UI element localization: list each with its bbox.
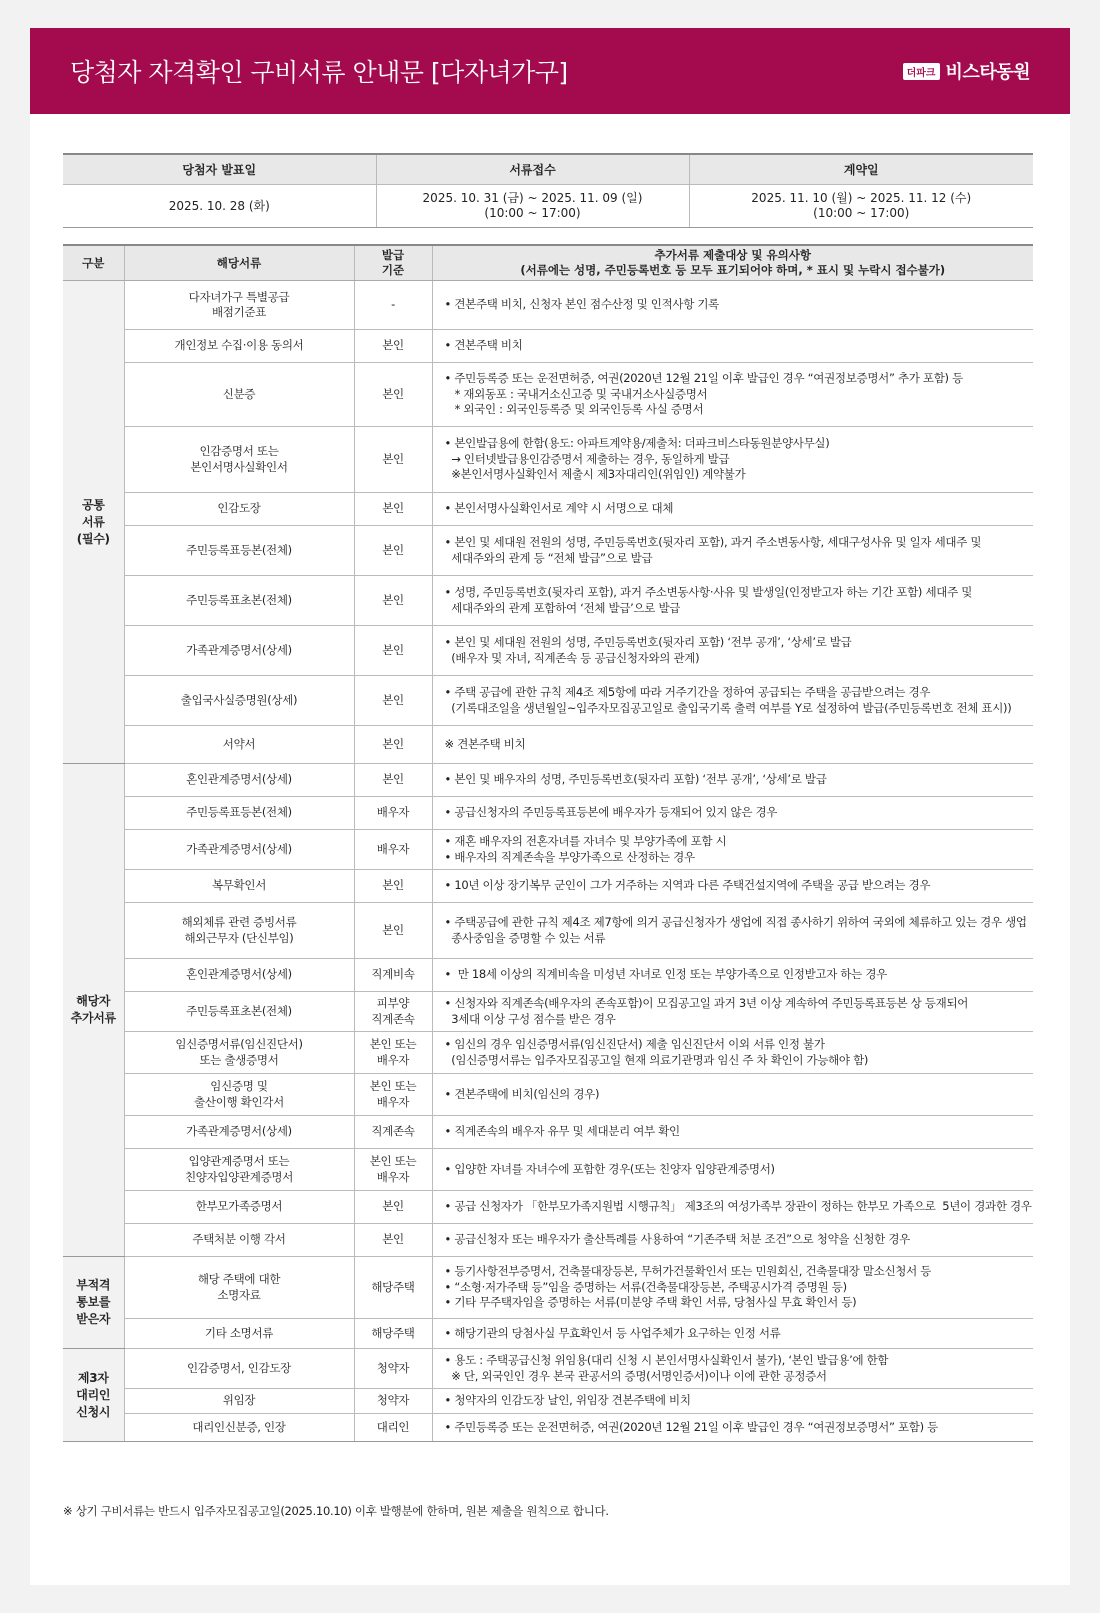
- table-row: [63, 830, 1033, 870]
- document-notes: • 공급 신청자가 「한부모가족지원법 시행규칙」 제3조의 여성가족부 장관이 정하는 한부모 가족으로 5년이 경과한 경우: [432, 1191, 1033, 1224]
- docs-header-document: 해당서류: [124, 245, 354, 281]
- document-name: 주민등록표등본(전체): [124, 526, 354, 576]
- brand-tag: 더파크: [903, 63, 940, 80]
- issue-basis: 본인: [354, 764, 432, 797]
- document-name: 주민등록표초본(전체): [124, 576, 354, 626]
- document-name: 혼인관계증명서(상세): [124, 764, 354, 797]
- issue-basis: 해당주택: [354, 1319, 432, 1349]
- document-name: 다자녀가구 특별공급 배점기준표: [124, 281, 354, 330]
- issue-basis: 본인 또는 배우자: [354, 1032, 432, 1074]
- schedule-announcement-date: 2025. 10. 28 (화): [63, 185, 376, 228]
- category-label: 공통 서류 (필수): [63, 281, 124, 764]
- issue-basis: 본인: [354, 576, 432, 626]
- document-name: 입양관계증명서 또는 친양자입양관계증명서: [124, 1149, 354, 1191]
- document-notes: • 본인서명사실확인서로 계약 시 서명으로 대체: [432, 493, 1033, 526]
- table-row: [63, 797, 1033, 830]
- issue-basis: 본인: [354, 1191, 432, 1224]
- document-name: 가족관계증명서(상세): [124, 830, 354, 870]
- category-label: 제3자 대리인 신청시: [63, 1349, 124, 1442]
- table-row: [63, 626, 1033, 676]
- document-name: 인감증명서, 인감도장: [124, 1349, 354, 1389]
- document-notes: • 등기사항전부증명서, 건축물대장등본, 무허가건물확인서 또는 민원회신, 건축물대장 말소신청서 등 • “소형·저가주택 등”임을 증명하는 서류(건축물대장등본, 주택공시가격 증명원 등) • 기타 무주택자임을 증명하는 서류(미분양 주택 확인 서류, 당첨사실 무효 확인서 등): [432, 1257, 1033, 1319]
- issue-basis: 본인: [354, 726, 432, 764]
- document-notes: • 해당기관의 당첨사실 무효확인서 등 사업주체가 요구하는 인정 서류: [432, 1319, 1033, 1349]
- document-notes: • 직계존속의 배우자 유무 및 세대분리 여부 확인: [432, 1116, 1033, 1149]
- issue-basis: 배우자: [354, 830, 432, 870]
- issue-basis: 직계존속: [354, 1116, 432, 1149]
- document-name: 출입국사실증명원(상세): [124, 676, 354, 726]
- document-notes: • 주민등록증 또는 운전면허증, 여권(2020년 12월 21일 이후 발급인 경우 “여권정보증명서” 추가 포함) 등 * 재외동포 : 국내거소신고증 및 국내거소사실증명서 * 외국인 : 외국인등록증 및 외국인등록 사실 증명서: [432, 363, 1033, 427]
- issue-basis: 본인: [354, 903, 432, 959]
- schedule-header-contract: 계약일: [689, 154, 1033, 185]
- issue-basis: 본인: [354, 526, 432, 576]
- document-name: 인감증명서 또는 본인서명사실확인서: [124, 427, 354, 493]
- table-row: [63, 992, 1033, 1032]
- table-row: [63, 1224, 1033, 1257]
- issue-basis: 배우자: [354, 797, 432, 830]
- document-notes: • 용도 : 주택공급신청 위임용(대리 신청 시 본인서명사실확인서 불가), ‘본인 발급용’에 한함 ※ 단, 외국인인 경우 본국 관공서의 증명(서명인증서)이나 이에 관한 공정증서: [432, 1349, 1033, 1389]
- table-row: [63, 576, 1033, 626]
- table-row: [63, 330, 1033, 363]
- table-row: [63, 676, 1033, 726]
- document-notes: • 주택 공급에 관한 규칙 제4조 제5항에 따라 거주기간을 정하여 공급되는 주택을 공급받으려는 경우 (기록대조일을 생년월일~입주자모집공고일로 출입국기록 출력 여부를 Y로 설정하여 발급(주민등록번호 전체 표시)): [432, 676, 1033, 726]
- document-notes: • 입양한 자녀를 자녀수에 포함한 경우(또는 친양자 입양관계증명서): [432, 1149, 1033, 1191]
- page-header: [30, 28, 1070, 114]
- document-name: 신분증: [124, 363, 354, 427]
- document-notes: ※ 견본주택 비치: [432, 726, 1033, 764]
- document-name: 위임장: [124, 1389, 354, 1414]
- table-row: [63, 1414, 1033, 1442]
- document-name: 임신증명 및 출산이행 확인각서: [124, 1074, 354, 1116]
- table-row: [63, 1032, 1033, 1074]
- document-notes: • 공급신청자 또는 배우자가 출산특례를 사용하여 “기존주택 처분 조건”으로 청약을 신청한 경우: [432, 1224, 1033, 1257]
- document-name: 인감도장: [124, 493, 354, 526]
- table-row: [63, 903, 1033, 959]
- document-name: 개인정보 수집·이용 동의서: [124, 330, 354, 363]
- docs-header-basis: 발급 기준: [354, 245, 432, 281]
- table-row: [63, 427, 1033, 493]
- schedule-header-submission: 서류접수: [376, 154, 689, 185]
- document-notes: • 만 18세 이상의 직계비속을 미성년 자녀로 인정 또는 부양가족으로 인정받고자 하는 경우: [432, 959, 1033, 992]
- document-notes: • 10년 이상 장기복무 군인이 그가 거주하는 지역과 다른 주택건설지역에 주택을 공급 받으려는 경우: [432, 870, 1033, 903]
- document-notes: • 임신의 경우 임신증명서류(임신진단서) 제출 임신진단서 이외 서류 인정 불가 (임신증명서류는 입주자모집공고일 현재 의료기관명과 임신 주 차 확인이 가능해야 함): [432, 1032, 1033, 1074]
- document-name: 가족관계증명서(상세): [124, 1116, 354, 1149]
- issue-basis: 직계비속: [354, 959, 432, 992]
- schedule-header-announcement: 당첨자 발표일: [63, 154, 376, 185]
- document-name: 가족관계증명서(상세): [124, 626, 354, 676]
- table-row: [63, 726, 1033, 764]
- issue-basis: 본인: [354, 363, 432, 427]
- document-notes: • 견본주택 비치, 신청자 본인 점수산정 및 인적사항 기록: [432, 281, 1033, 330]
- document-notes: • 본인 및 배우자의 성명, 주민등록번호(뒷자리 포함) ‘전부 공개’, ‘상세’로 발급: [432, 764, 1033, 797]
- document-notes: • 본인 및 세대원 전원의 성명, 주민등록번호(뒷자리 포함), 과거 주소변동사항, 세대구성사유 및 일자 세대주 및 세대주와의 관계 등 “전체 발급”으로 발급: [432, 526, 1033, 576]
- document-notes: • 본인 및 세대원 전원의 성명, 주민등록번호(뒷자리 포함) ‘전부 공개’, ‘상세’로 발급 (배우자 및 자녀, 직계존속 등 공급신청자와의 관계): [432, 626, 1033, 676]
- table-row: [63, 1149, 1033, 1191]
- issue-basis: 해당주택: [354, 1257, 432, 1319]
- table-row: [63, 1319, 1033, 1349]
- issue-basis: 청약자: [354, 1389, 432, 1414]
- issue-basis: -: [354, 281, 432, 330]
- document-name: 주택처분 이행 각서: [124, 1224, 354, 1257]
- document-notes: • 본인발급용에 한함(용도: 아파트계약용/제출처: 더파크비스타동원분양사무실) → 인터넷발급용인감증명서 제출하는 경우, 동일하게 발급 ※본인서명사실확인서 제출시 제3자대리인(위임인) 계약불가: [432, 427, 1033, 493]
- page-title: 당첨자 자격확인 구비서류 안내문 [다자녀가구]: [70, 58, 568, 87]
- table-row: [63, 1116, 1033, 1149]
- document-name: 주민등록표초본(전체): [124, 992, 354, 1032]
- table-row: [63, 281, 1033, 330]
- issue-basis: 본인: [354, 626, 432, 676]
- issue-basis: 본인: [354, 330, 432, 363]
- document-name: 임신증명서류(임신진단서) 또는 출생증명서: [124, 1032, 354, 1074]
- issue-basis: 피부양 직계존속: [354, 992, 432, 1032]
- document-notes: • 성명, 주민등록번호(뒷자리 포함), 과거 주소변동사항·사유 및 발생일(인정받고자 하는 기간 포함) 세대주 및 세대주와의 관계 포함하여 ‘전체 발급’으로 발급: [432, 576, 1033, 626]
- table-row: [63, 1257, 1033, 1319]
- table-row: [63, 526, 1033, 576]
- document-name: 기타 소명서류: [124, 1319, 354, 1349]
- document-notes: • 신청자와 직계존속(배우자의 존속포함)이 모집공고일 과거 3년 이상 계속하여 주민등록표등본 상 등재되어 3세대 이상 구성 점수를 받은 경우: [432, 992, 1033, 1032]
- issue-basis: 본인 또는 배우자: [354, 1074, 432, 1116]
- issue-basis: 본인: [354, 493, 432, 526]
- schedule-contract-period: 2025. 11. 10 (월) ~ 2025. 11. 12 (수) (10:00 ~ 17:00): [689, 185, 1033, 228]
- notice-page: [30, 28, 1070, 1585]
- document-name: 해당 주택에 대한 소명자료: [124, 1257, 354, 1319]
- issue-basis: 본인: [354, 427, 432, 493]
- table-row: [63, 493, 1033, 526]
- document-notes: • 청약자의 인감도장 날인, 위임장 견본주택에 비치: [432, 1389, 1033, 1414]
- document-notes: • 공급신청자의 주민등록표등본에 배우자가 등재되어 있지 않은 경우: [432, 797, 1033, 830]
- issue-basis: 청약자: [354, 1349, 432, 1389]
- document-notes: • 견본주택 비치: [432, 330, 1033, 363]
- table-row: [63, 1349, 1033, 1389]
- document-name: 혼인관계증명서(상세): [124, 959, 354, 992]
- brand-name: 비스타동원: [945, 62, 1030, 83]
- issue-basis: 대리인: [354, 1414, 432, 1442]
- table-row: [63, 870, 1033, 903]
- document-name: 복무확인서: [124, 870, 354, 903]
- document-notes: • 재혼 배우자의 전혼자녀를 자녀수 및 부양가족에 포함 시 • 배우자의 직계존속을 부양가족으로 산정하는 경우: [432, 830, 1033, 870]
- document-name: 해외체류 관련 증빙서류 해외근무자 (단신부임): [124, 903, 354, 959]
- docs-header-notes: 추가서류 제출대상 및 유의사항 (서류에는 성명, 주민등록번호 등 모두 표기되어야 하며, * 표시 및 누락시 접수불가): [432, 245, 1033, 281]
- category-label: 해당자 추가서류: [63, 764, 124, 1257]
- document-notes: • 주민등록증 또는 운전면허증, 여권(2020년 12월 21일 이후 발급인 경우 “여권정보증명서” 포함) 등: [432, 1414, 1033, 1442]
- document-name: 주민등록표등본(전체): [124, 797, 354, 830]
- issue-basis: 본인: [354, 870, 432, 903]
- issue-basis: 본인: [354, 1224, 432, 1257]
- table-row: [63, 764, 1033, 797]
- document-notes: • 견본주택에 비치(임신의 경우): [432, 1074, 1033, 1116]
- footnote: ※ 상기 구비서류는 반드시 입주자모집공고일(2025.10.10) 이후 발행분에 한하며, 원본 제출을 원칙으로 합니다.: [63, 1504, 609, 1518]
- schedule-table: [63, 153, 1033, 228]
- issue-basis: 본인: [354, 676, 432, 726]
- schedule-submission-period: 2025. 10. 31 (금) ~ 2025. 11. 09 (일) (10:00 ~ 17:00): [376, 185, 689, 228]
- document-name: 한부모가족증명서: [124, 1191, 354, 1224]
- document-name: 서약서: [124, 726, 354, 764]
- brand-logo: [903, 58, 1030, 84]
- table-row: [63, 1191, 1033, 1224]
- table-row: [63, 363, 1033, 427]
- table-row: [63, 1074, 1033, 1116]
- category-label: 부적격 통보를 받은자: [63, 1257, 124, 1349]
- documents-table: [63, 244, 1033, 1442]
- issue-basis: 본인 또는 배우자: [354, 1149, 432, 1191]
- table-row: [63, 959, 1033, 992]
- document-name: 대리인신분증, 인장: [124, 1414, 354, 1442]
- document-notes: • 주택공급에 관한 규칙 제4조 제7항에 의거 공급신청자가 생업에 직접 종사하기 위하여 국외에 체류하고 있는 경우 생업 종사중임을 증명할 수 있는 서류: [432, 903, 1033, 959]
- table-row: [63, 1389, 1033, 1414]
- docs-header-category: 구분: [63, 245, 124, 281]
